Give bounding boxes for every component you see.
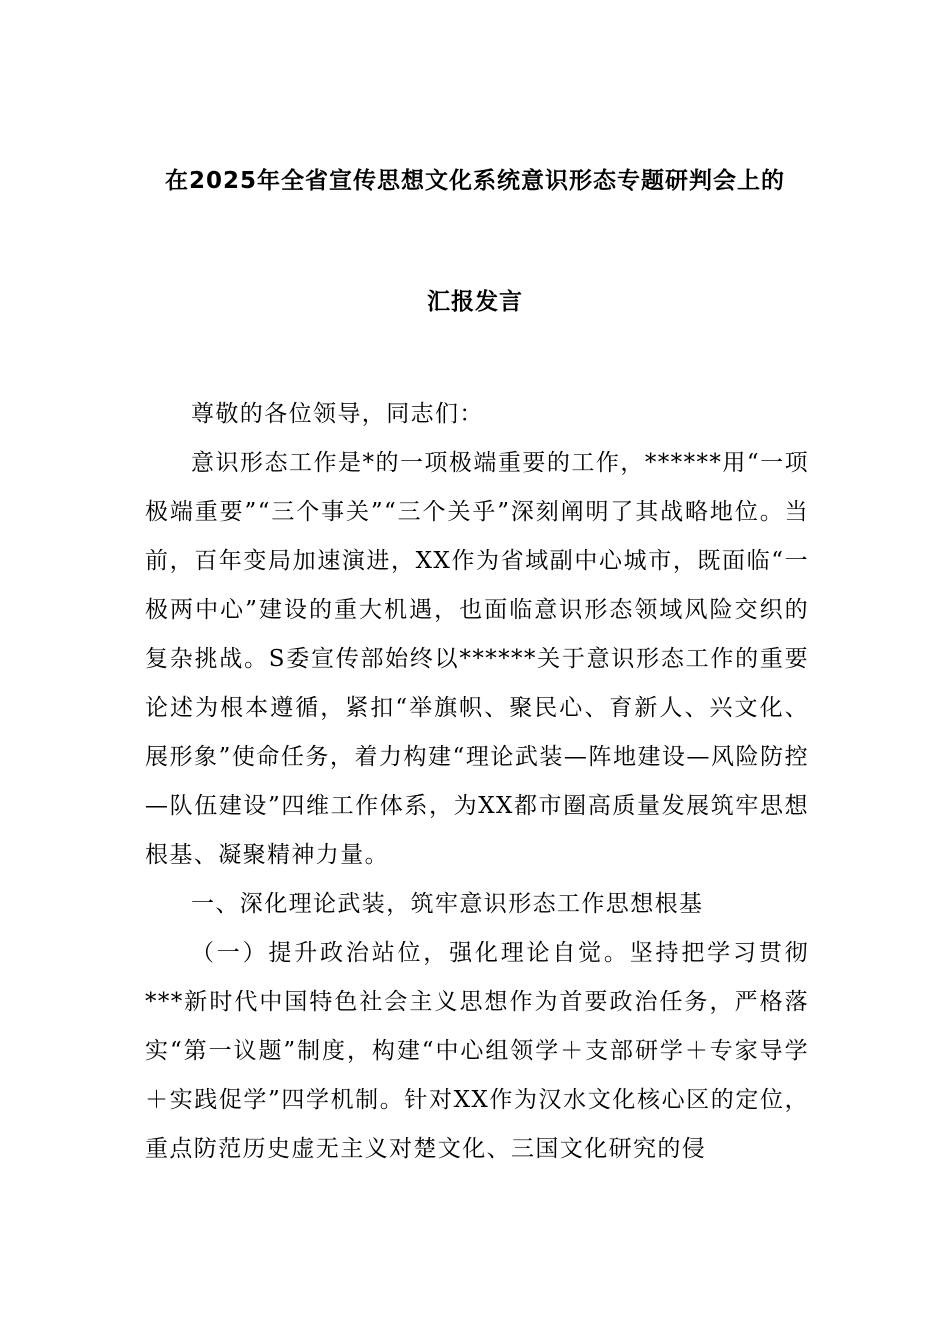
intro-paragraph: 意识形态工作是*的一项极端重要的工作，******用“一项极端重要”“三个事关”“三个关乎”深刻阐明了其战略地位。当前，百年变局加速演进，XX作为省域副中心城市，既面临“一极两中心”建设的重大机遇，也面临意识形态领域风险交织的复杂挑战。S委宣传部始终以******关于意识形态工作的重要论述为根本遵循，紧扣“举旗帜、聚民心、育新人、兴文化、展形象”使命任务，着力构建“理论武装—阵地建设—风险防控—队伍建设”四维工作体系，为XX都市圈高质量发展筑牢思想根基、凝聚精神力量。 — [145, 450, 809, 868]
section-heading: 一、深化理论武装，筑牢意识形态工作思想根基 — [191, 891, 704, 917]
document-body — [145, 390, 809, 1174]
subsection-paragraph: （一）提升政治站位，强化理论自觉。坚持把学习贯彻***新时代中国特色社会主义思想作为首要政治任务，严格落实“第一议题”制度，构建“中心组领学＋支部研学＋专家导学＋实践促学”四学机制。针对XX作为汉水文化核心区的定位，重点防范历史虚无主义对楚文化、三国文化研究的侵 — [145, 940, 809, 1162]
document-title-line-2: 汇报发言 — [427, 289, 523, 315]
salutation-paragraph: 尊敬的各位领导，同志们： — [191, 401, 484, 427]
document-title-line-1: 在2025年全省宣传思想文化系统意识形态专题研判会上的 — [164, 168, 785, 194]
